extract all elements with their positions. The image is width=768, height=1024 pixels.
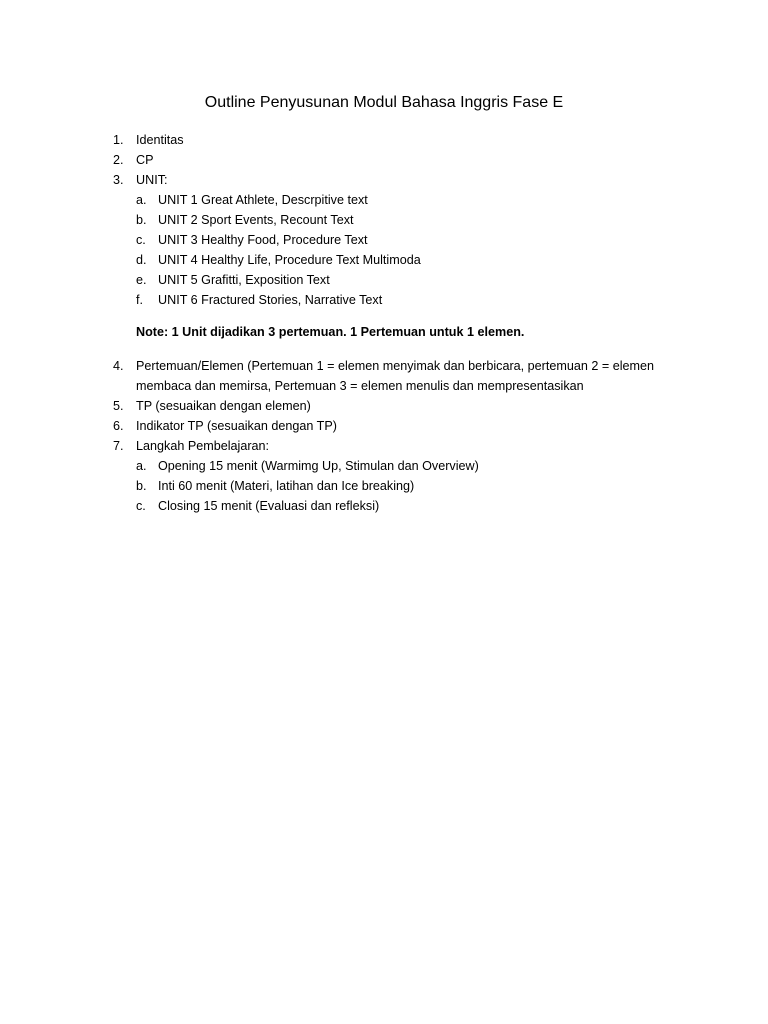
list-item-pertemuan-line1: Pertemuan/Elemen (Pertemuan 1 = elemen menyimak dan berbicara, pertemuan 2 = elemen — [136, 359, 655, 373]
list-marker: 3. — [113, 173, 124, 187]
list-marker: 7. — [113, 439, 124, 453]
unit-item: UNIT 2 Sport Events, Recount Text — [158, 213, 354, 227]
unit-item: UNIT 6 Fractured Stories, Narrative Text — [158, 293, 383, 307]
list-item-pertemuan-line2: membaca dan memirsa, Pertemuan 3 = elemen menulis dan mempresentasikan — [136, 379, 584, 393]
sublist-marker: f. — [136, 293, 143, 307]
unit-item: UNIT 5 Grafitti, Exposition Text — [158, 273, 330, 287]
list-item-identitas: Identitas — [136, 133, 184, 147]
unit-item: UNIT 1 Great Athlete, Descrpitive text — [158, 193, 368, 207]
sublist-marker: e. — [136, 273, 147, 287]
sublist-marker: a. — [136, 193, 147, 207]
sublist-marker: b. — [136, 479, 147, 493]
unit-item: UNIT 3 Healthy Food, Procedure Text — [158, 233, 368, 247]
sublist-marker: b. — [136, 213, 147, 227]
step-item: Opening 15 menit (Warmimg Up, Stimulan dan Overview) — [158, 459, 479, 473]
list-item-tp: TP (sesuaikan dengan elemen) — [136, 399, 311, 413]
list-marker: 1. — [113, 133, 124, 147]
list-item-indikator: Indikator TP (sesuaikan dengan TP) — [136, 419, 337, 433]
sublist-marker: c. — [136, 499, 146, 513]
sublist-marker: d. — [136, 253, 147, 267]
list-marker: 6. — [113, 419, 124, 433]
document-title: Outline Penyusunan Modul Bahasa Inggris Fase E — [204, 94, 564, 111]
note-text: Note: 1 Unit dijadikan 3 pertemuan. 1 Pertemuan untuk 1 elemen. — [136, 325, 525, 339]
sublist-marker: a. — [136, 459, 147, 473]
list-item-cp: CP — [136, 153, 154, 167]
list-marker: 5. — [113, 399, 124, 413]
list-marker: 2. — [113, 153, 124, 167]
list-item-unit: UNIT: — [136, 173, 168, 187]
sublist-marker: c. — [136, 233, 146, 247]
step-item: Inti 60 menit (Materi, latihan dan Ice breaking) — [158, 479, 415, 493]
list-item-langkah: Langkah Pembelajaran: — [136, 439, 270, 453]
unit-item: UNIT 4 Healthy Life, Procedure Text Multimoda — [158, 253, 421, 267]
list-marker: 4. — [113, 359, 124, 373]
step-item: Closing 15 menit (Evaluasi dan refleksi) — [158, 499, 380, 513]
